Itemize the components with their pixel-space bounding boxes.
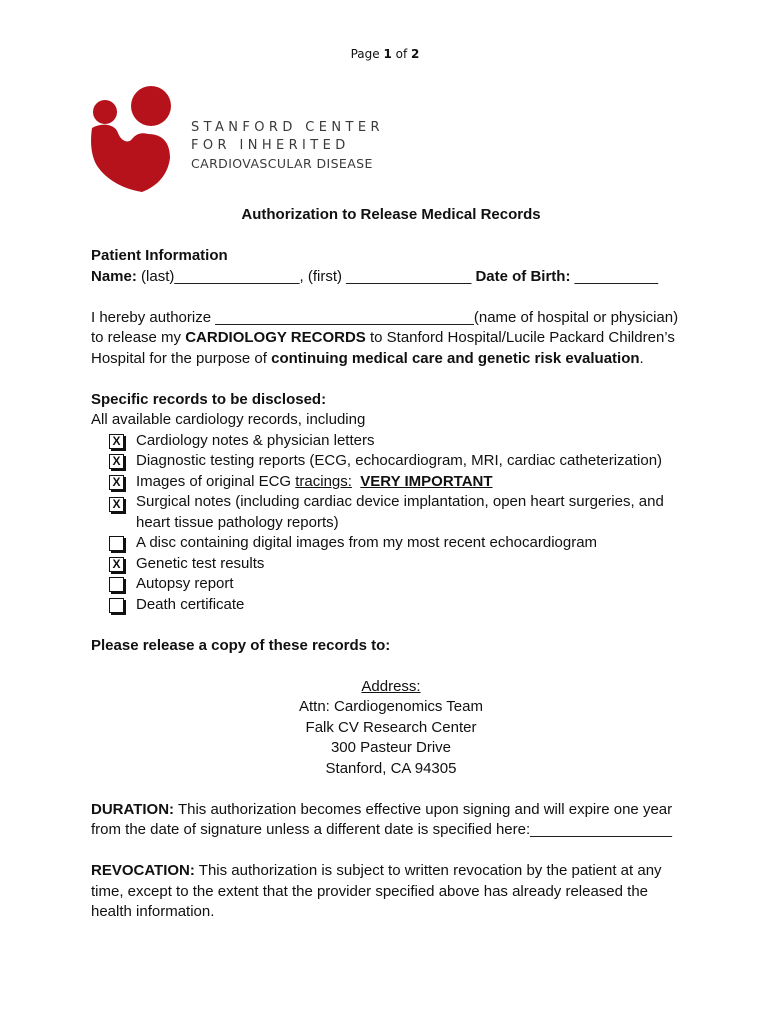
organization-name	[191, 119, 384, 173]
records-intro: All available cardiology records, including	[91, 411, 366, 428]
org-line-2: FOR INHERITED	[191, 138, 350, 153]
checkbox[interactable]: X	[109, 557, 124, 572]
logo-large-circle	[131, 86, 171, 126]
address-line-2: Falk CV Research Center	[305, 718, 477, 736]
checkbox[interactable]: X	[109, 454, 124, 469]
checkbox[interactable]	[109, 536, 124, 551]
record-item: X Diagnostic testing reports (ECG, echocardiogram, MRI, cardiac catheterization)	[91, 451, 691, 472]
record-item: X Surgical notes (including cardiac device implantation, open heart surgeries, and heart tissue pathology reports)	[91, 492, 691, 533]
form-title: Authorization to Release Medical Records	[241, 206, 541, 223]
logo-heart-shape	[91, 125, 170, 192]
record-item: A disc containing digital images from my most recent echocardiogram	[91, 533, 691, 554]
record-item: X Genetic test results	[91, 554, 691, 575]
record-item: Autopsy report	[91, 574, 691, 595]
checkbox[interactable]	[109, 598, 124, 613]
records-checklist	[91, 431, 691, 616]
authorize-paragraph: I hereby authorize _______________________________(name of hospital or physician) to release my CARDIOLOGY RECORDS to Stanford Hospital/Lucile Packard Children’s Hospital for the purpose of continuing medical care and genetic risk evaluation.	[91, 308, 679, 367]
logo-small-circle	[93, 100, 117, 124]
duration-paragraph: DURATION: This authorization becomes effective upon signing and will expire one year from the date of signature unless a different date is specified here:_________________	[91, 800, 673, 838]
record-item: Death certificate	[91, 595, 691, 616]
record-item: X Images of original ECG tracings: VERY IMPORTANT	[91, 472, 691, 493]
address-line-3: 300 Pasteur Drive	[330, 739, 452, 756]
revocation-paragraph: REVOCATION: This authorization is subject to written revocation by the patient at any time, except to the extent that the provider specified above has already released the health information.	[91, 862, 662, 920]
page-number: Page 1 of 2	[350, 47, 420, 61]
checkbox[interactable]: X	[109, 497, 124, 512]
checkbox[interactable]	[109, 577, 124, 592]
record-item: X Cardiology notes & physician letters	[91, 431, 691, 452]
patient-name-line[interactable]: Name: (last)_______________, (first) _______________ Date of Birth: __________	[91, 267, 659, 285]
org-line-1: STANFORD CENTER	[191, 120, 384, 135]
logo-icon	[88, 82, 188, 194]
checkbox[interactable]: X	[109, 475, 124, 490]
form-content	[91, 205, 691, 923]
checkbox[interactable]: X	[109, 434, 124, 449]
records-heading: Specific records to be disclosed:	[91, 390, 327, 408]
address-line-1: Attn: Cardiogenomics Team	[299, 698, 483, 715]
org-line-3: CARDIOVASCULAR DISEASE	[191, 156, 373, 171]
address-label: Address:	[361, 677, 421, 695]
patient-heading: Patient Information	[91, 247, 228, 264]
release-heading: Please release a copy of these records to:	[91, 636, 391, 654]
address-line-4: Stanford, CA 94305	[325, 759, 457, 777]
